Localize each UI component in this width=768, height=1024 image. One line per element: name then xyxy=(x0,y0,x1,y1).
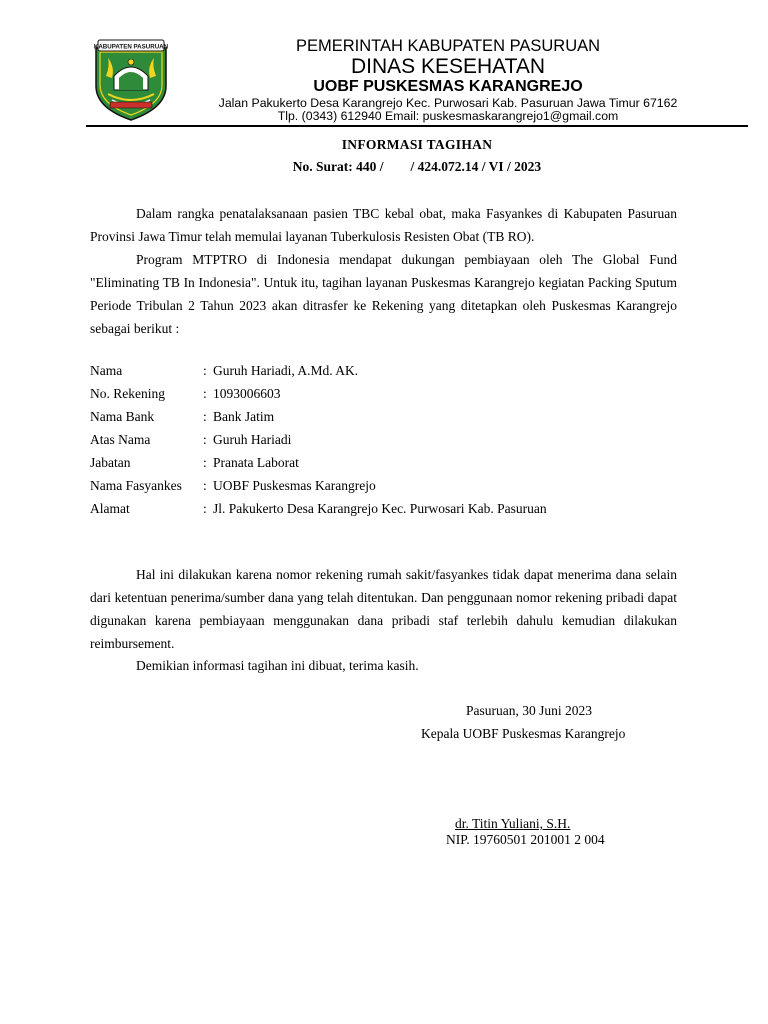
paragraph-intro xyxy=(90,202,677,248)
detail-row xyxy=(90,474,547,497)
paragraph-program xyxy=(90,248,677,340)
detail-value: Guruh Hariadi, A.Md. AK. xyxy=(213,363,359,378)
detail-separator: : xyxy=(203,501,207,516)
detail-separator: : xyxy=(203,386,207,401)
signature-place-date: Pasuruan, 30 Juni 2023 xyxy=(466,703,592,718)
detail-value: 1093006603 xyxy=(213,386,281,401)
detail-label: Atas Nama xyxy=(90,432,151,447)
detail-separator: : xyxy=(203,478,207,493)
detail-separator: : xyxy=(203,363,207,378)
regency-emblem-icon xyxy=(88,36,174,122)
paragraph-reason-text: Hal ini dilakukan karena nomor rekening rumah sakit/fasyankes tidak dapat menerima dana selain dari ketentuan penerima/sumber dana yang telah ditentukan. Dan penggunaan nomor rekening pribadi dapat digunakan karena pembiayaan menggunakan dana pribadi staf terlebih dahulu kemudian dilakukan reimbursement. xyxy=(90,567,677,651)
letterhead-department: DINAS KESEHATAN xyxy=(350,55,546,78)
signature-position: Kepala UOBF Puskesmas Karangrejo xyxy=(421,726,626,741)
detail-row xyxy=(90,382,547,405)
detail-label: Nama Fasyankes xyxy=(90,478,182,493)
detail-row xyxy=(90,405,547,428)
paragraph-program-text: Program MTPTRO di Indonesia mendapat dukungan pembiayaan oleh The Global Fund "Eliminating TB In Indonesia". Untuk itu, tagihan layanan Puskesmas Karangrejo kegiatan Packing Sputum Periode Tribulan 2 Tahun 2023 akan ditrasfer ke Rekening yang ditetapkan oleh Puskesmas Karangrejo sebagai berikut : xyxy=(90,252,677,336)
detail-value: Pranata Laborat xyxy=(213,455,299,470)
paragraph-closing-text: Demikian informasi tagihan ini dibuat, terima kasih. xyxy=(136,658,419,673)
detail-label: Alamat xyxy=(90,501,130,516)
detail-value: Bank Jatim xyxy=(213,409,275,424)
letterhead-address: Jalan Pakukerto Desa Karangrejo Kec. Purwosari Kab. Pasuruan Jawa Timur 67162 xyxy=(218,96,678,110)
detail-label: Nama Bank xyxy=(90,409,155,424)
detail-label: No. Rekening xyxy=(90,386,165,401)
letter-number: No. Surat: 440 / / 424.072.14 / VI / 2023 xyxy=(292,159,542,174)
paragraph-reason xyxy=(90,563,677,655)
detail-separator: : xyxy=(203,432,207,447)
paragraph-closing xyxy=(90,654,677,677)
detail-row xyxy=(90,428,547,451)
detail-label: Nama xyxy=(90,363,123,378)
detail-separator: : xyxy=(203,409,207,424)
svg-text:KABUPATEN PASURUAN: KABUPATEN PASURUAN xyxy=(93,43,169,51)
letterhead-contact: Tlp. (0343) 612940 Email: puskesmaskarangrejo1@gmail.com xyxy=(277,109,619,123)
account-details xyxy=(90,359,547,520)
letterhead-government: PEMERINTAH KABUPATEN PASURUAN xyxy=(295,37,601,55)
letterhead-divider xyxy=(86,125,748,127)
detail-row xyxy=(90,451,547,474)
detail-value: UOBF Puskesmas Karangrejo xyxy=(213,478,376,493)
detail-row xyxy=(90,359,547,382)
detail-separator: : xyxy=(203,455,207,470)
signatory-nip: NIP. 19760501 201001 2 004 xyxy=(446,832,605,847)
detail-row xyxy=(90,497,547,520)
document-title: INFORMASI TAGIHAN xyxy=(341,137,493,152)
detail-value: Guruh Hariadi xyxy=(213,432,292,447)
letterhead-institution: UOBF PUSKESMAS KARANGREJO xyxy=(313,78,583,95)
detail-value: Jl. Pakukerto Desa Karangrejo Kec. Purwosari Kab. Pasuruan xyxy=(213,501,547,516)
paragraph-intro-text: Dalam rangka penatalaksanaan pasien TBC kebal obat, maka Fasyankes di Kabupaten Pasuruan Provinsi Jawa Timur telah memulai layanan Tuberkulosis Resisten Obat (TB RO). xyxy=(90,206,677,244)
detail-label: Jabatan xyxy=(90,455,131,470)
signatory-name: dr. Titin Yuliani, S.H. xyxy=(455,816,571,831)
